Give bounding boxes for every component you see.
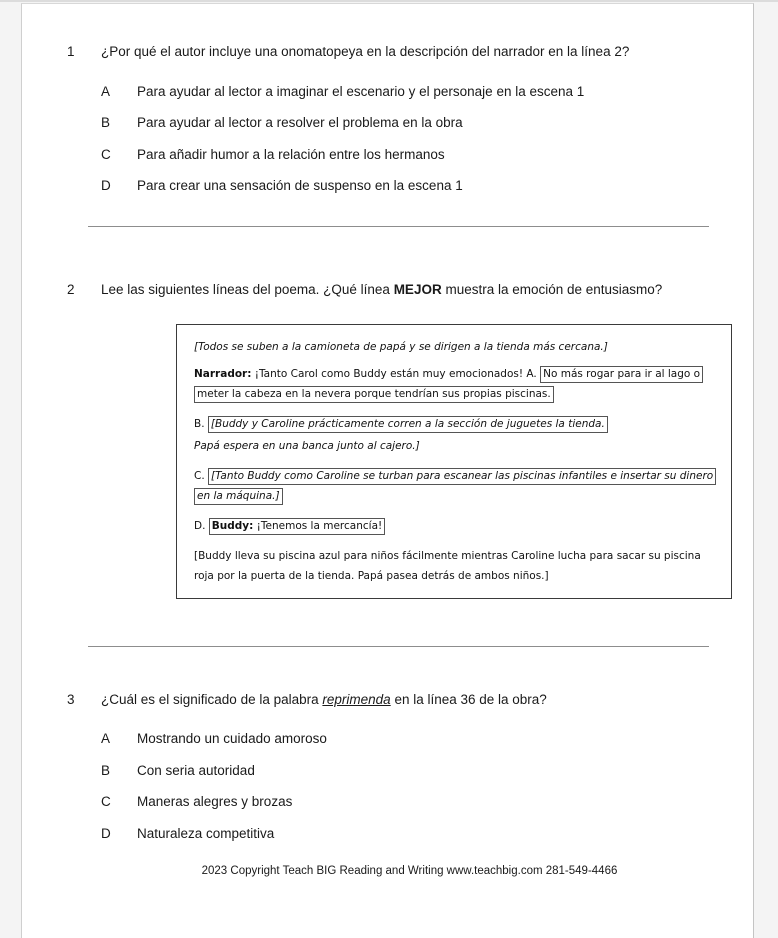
- option-1-c-text: Para añadir humor a la relación entre los hermanos: [137, 146, 445, 162]
- option-3-a[interactable]: [101, 729, 712, 748]
- separator-after-question-2: [88, 646, 709, 647]
- option-1-d-text: Para crear una sensación de suspenso en la escena 1: [137, 178, 463, 193]
- passage-choice-d: [194, 516, 715, 536]
- question-2-stem-lead: Lee las siguientes líneas del poema. ¿Qué línea: [101, 282, 394, 297]
- passage-choice-c-highlight: [Tanto Buddy como Caroline se turban para escanear las piscinas infantiles e insertar su dinero en la máquina.]: [194, 468, 716, 505]
- question-3-stem: [101, 690, 712, 710]
- option-3-b[interactable]: [101, 761, 712, 780]
- option-3-d[interactable]: [101, 824, 712, 843]
- passage-closing-direction: [Buddy lleva su piscina azul para niños fácilmente mientras Caroline lucha para sacar su piscina roja por la puerta de la tienda. Papá pasea detrás de ambos niños.]: [194, 549, 701, 582]
- question-3: [67, 690, 712, 710]
- option-3-d-text: Naturaleza competitiva: [137, 825, 275, 841]
- question-3-options: [101, 729, 712, 843]
- option-1-c-letter: C: [101, 146, 111, 162]
- question-3-stem-vocab-word: reprimenda: [322, 691, 391, 707]
- page-content: [67, 4, 712, 877]
- page-top-rule: [0, 0, 778, 2]
- question-2-number: 2: [67, 282, 75, 297]
- passage-choice-c-letter: C.: [194, 469, 205, 482]
- passage-box: [176, 324, 732, 599]
- option-1-a[interactable]: [101, 82, 712, 101]
- question-1: [67, 42, 712, 62]
- option-3-c[interactable]: [101, 792, 712, 811]
- option-1-d[interactable]: [101, 176, 712, 195]
- option-1-b[interactable]: [101, 113, 712, 132]
- passage-choice-b-highlight: [Buddy y Caroline prácticamente corren a la sección de juguetes la tienda.: [208, 416, 608, 433]
- question-1-options: [101, 82, 712, 196]
- option-1-b-text: Para ayudar al lector a resolver el problema en la obra: [137, 115, 463, 130]
- question-1-number: 1: [67, 44, 75, 59]
- question-3-stem-tail: en la línea 36 de la obra?: [390, 691, 547, 707]
- option-3-c-letter: C: [101, 794, 111, 809]
- separator-after-question-1: [88, 226, 709, 227]
- passage-narrator-text: ¡Tanto Carol como Buddy están muy emocionados! A.: [251, 367, 537, 380]
- option-1-c[interactable]: [101, 145, 712, 164]
- passage-choice-b-rest: Papá espera en una banca junto al cajero.]: [194, 439, 420, 452]
- question-2-stem: [101, 280, 712, 300]
- question-3-stem-lead: ¿Cuál es el significado de la palabra: [101, 691, 323, 707]
- passage-choice-d-highlight: [209, 518, 385, 535]
- passage-choice-b: [194, 414, 715, 434]
- passage-choice-b-letter: B.: [194, 417, 205, 430]
- question-2: [67, 280, 712, 300]
- passage-choice-d-speaker: Buddy:: [211, 519, 254, 532]
- option-3-b-letter: B: [101, 762, 111, 778]
- option-3-d-letter: D: [101, 825, 111, 841]
- passage-choice-a-highlight: No más rogar para ir al lago o meter la cabeza en la nevera porque tendrían sus propias piscinas.: [194, 366, 703, 403]
- option-3-c-text: Maneras alegres y brozas: [137, 794, 293, 809]
- option-1-a-letter: A: [101, 83, 111, 99]
- question-2-stem-emphasis: MEJOR: [393, 282, 442, 297]
- passage-stage-direction-open: [Todos se suben a la camioneta de papá y se dirigen a la tienda más cercana.]: [194, 340, 608, 353]
- question-1-stem: ¿Por qué el autor incluye una onomatopeya en la descripción del narrador en la línea 2?: [101, 44, 630, 59]
- passage-narrator-line: [194, 364, 715, 404]
- document-page: [21, 3, 754, 938]
- option-3-a-letter: A: [101, 731, 111, 746]
- option-1-d-letter: D: [101, 178, 111, 193]
- option-3-b-text: Con seria autoridad: [137, 762, 255, 778]
- question-2-stem-tail: muestra la emoción de entusiasmo?: [441, 282, 663, 297]
- option-1-a-text: Para ayudar al lector a imaginar el escenario y el personaje en la escena 1: [137, 83, 585, 99]
- passage-container: [176, 324, 712, 599]
- passage-choice-c: [194, 466, 715, 506]
- passage-narrator-label: Narrador:: [194, 367, 252, 380]
- passage-choice-d-letter: D.: [194, 519, 206, 532]
- footer-copyright: 2023 Copyright Teach BIG Reading and Writing www.teachbig.com 281-549-4466: [201, 864, 618, 877]
- question-3-number: 3: [67, 691, 75, 707]
- option-3-a-text: Mostrando un cuidado amoroso: [137, 731, 327, 746]
- passage-choice-d-text: ¡Tenemos la mercancía!: [253, 519, 383, 532]
- option-1-b-letter: B: [101, 115, 111, 130]
